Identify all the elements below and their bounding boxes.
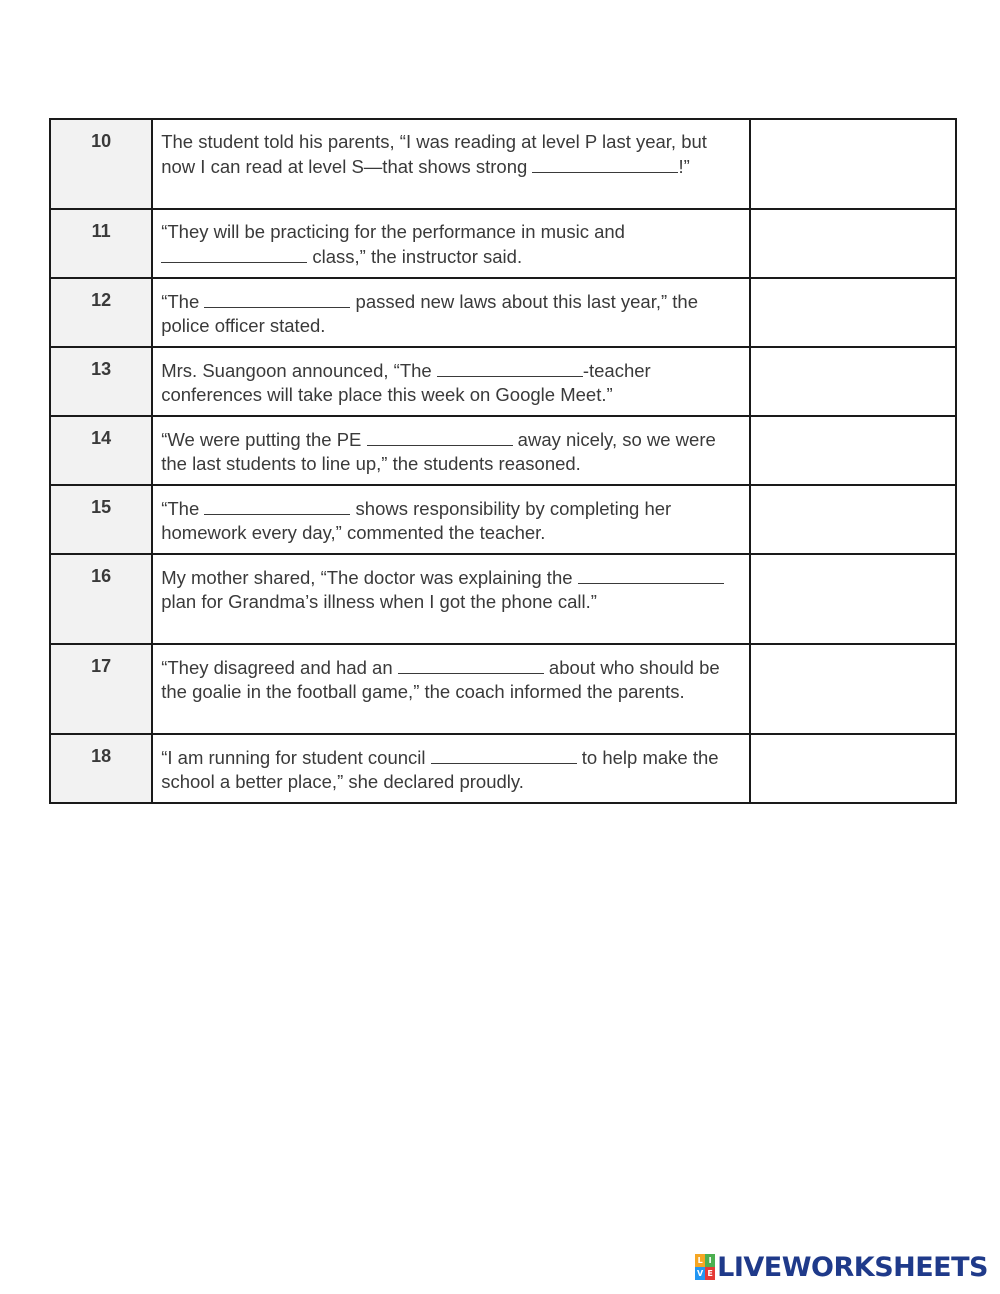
table-row	[50, 278, 956, 347]
worksheet-rows	[50, 119, 956, 803]
question-text-after: away nicely, so we were the last students to line up,” the students reasoned.	[161, 429, 716, 474]
question-text-before: The student told his parents, “I was reading at level P last year, but now I can read at level S—that shows strong	[161, 131, 707, 177]
fill-in-blank	[437, 358, 583, 377]
logo-mark-letter-l: L	[695, 1254, 705, 1267]
question-text	[152, 119, 749, 209]
question-number: 10	[50, 119, 152, 209]
fill-in-blank	[431, 745, 577, 764]
fill-in-blank	[532, 154, 678, 173]
question-text	[152, 644, 749, 734]
fill-in-blank	[204, 496, 350, 515]
answer-box[interactable]	[750, 416, 956, 485]
question-text	[152, 416, 749, 485]
question-number: 11	[50, 209, 152, 278]
answer-box[interactable]	[750, 485, 956, 554]
table-row	[50, 347, 956, 416]
logo-text: LIVEWORKSHEETS	[717, 1251, 988, 1283]
question-text-before: “They will be practicing for the performance in music and	[161, 221, 625, 242]
question-number: 15	[50, 485, 152, 554]
question-text	[152, 485, 749, 554]
answer-box[interactable]	[750, 644, 956, 734]
question-text-before: “I am running for student council	[161, 747, 431, 768]
question-number: 16	[50, 554, 152, 644]
fill-in-blank	[367, 427, 513, 446]
fill-in-blank	[398, 655, 544, 674]
question-text	[152, 554, 749, 644]
question-text	[152, 347, 749, 416]
question-number: 18	[50, 734, 152, 803]
question-text-after: class,” the instructor said.	[307, 246, 523, 267]
question-text-after: !”	[678, 156, 690, 177]
answer-box[interactable]	[750, 278, 956, 347]
table-row	[50, 119, 956, 209]
table-row	[50, 209, 956, 278]
question-text-after: to help make the school a better place,” she declared proudly.	[161, 747, 719, 792]
question-text-after: shows responsibility by completing her homework every day,” commented the teacher.	[161, 498, 672, 543]
answer-box[interactable]	[750, 734, 956, 803]
question-text	[152, 278, 749, 347]
table-row	[50, 485, 956, 554]
liveworksheets-logo	[695, 1250, 988, 1284]
answer-box[interactable]	[750, 119, 956, 209]
question-text-before: My mother shared, “The doctor was explaining the	[161, 567, 578, 588]
live-logo-icon	[695, 1254, 715, 1280]
question-number: 17	[50, 644, 152, 734]
fill-in-blank	[204, 289, 350, 308]
question-text	[152, 734, 749, 803]
answer-box[interactable]	[750, 209, 956, 278]
question-text-before: Mrs. Suangoon announced, “The	[161, 360, 437, 381]
question-text-after: plan for Grandma’s illness when I got the phone call.”	[161, 591, 597, 612]
question-text-after: -teacher conferences will take place this week on Google Meet.”	[161, 360, 651, 405]
question-number: 13	[50, 347, 152, 416]
question-text-after: about who should be the goalie in the football game,” the coach informed the parents.	[161, 657, 720, 702]
question-number: 14	[50, 416, 152, 485]
question-number: 12	[50, 278, 152, 347]
question-text-before: “We were putting the PE	[161, 429, 367, 450]
logo-mark-letter-v: V	[697, 1269, 704, 1278]
question-text-before: “The	[161, 291, 205, 312]
logo-mark-letter-i: I	[705, 1254, 715, 1267]
question-text-after: passed new laws about this last year,” the police officer stated.	[161, 291, 698, 336]
fill-in-blank	[161, 244, 307, 263]
table-row	[50, 416, 956, 485]
table-row	[50, 644, 956, 734]
question-text	[152, 209, 749, 278]
answer-box[interactable]	[750, 554, 956, 644]
fill-in-blank	[578, 565, 724, 584]
table-row	[50, 554, 956, 644]
logo-mark-letter-e: E	[705, 1267, 715, 1280]
answer-box[interactable]	[750, 347, 956, 416]
question-text-before: “They disagreed and had an	[161, 657, 398, 678]
worksheet-table	[49, 118, 957, 804]
question-text-before: “The	[161, 498, 205, 519]
table-row	[50, 734, 956, 803]
